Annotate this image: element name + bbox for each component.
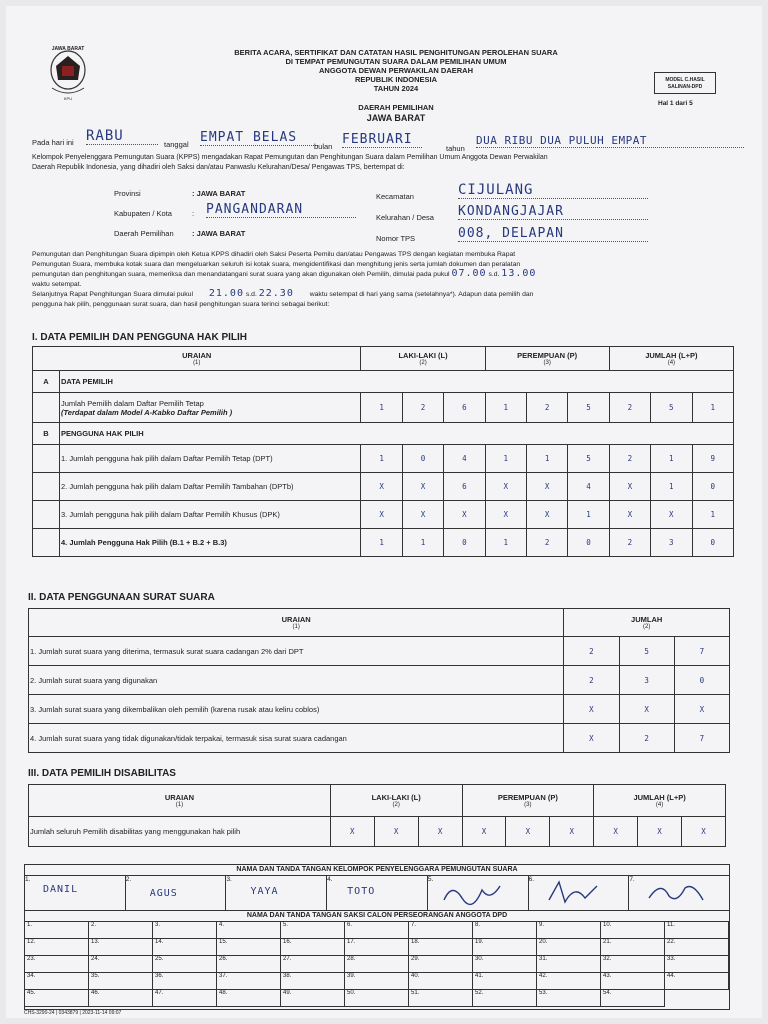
- s1-row2-cell: 1: [651, 473, 692, 501]
- s1-pr: PEREMPUAN (P): [517, 351, 578, 360]
- saksi-cell: 11.: [665, 922, 729, 939]
- tahun-label: tahun: [446, 144, 465, 153]
- s2-row2-label: 2. Jumlah surat suara yang digunakan: [29, 666, 564, 695]
- s1-row3-cell: 1: [692, 501, 734, 529]
- footer-code: CHS-3290-24 | 0343879 | 2023-11-14 09:07: [24, 1010, 122, 1016]
- selesai-field: 13.00: [501, 268, 537, 279]
- s1-col1: (1): [193, 360, 201, 366]
- saksi-cell: 49.: [281, 990, 345, 1007]
- s3-cell: X: [330, 817, 374, 847]
- s3-lk-header: [330, 785, 462, 817]
- s2-row2-cell: 3: [619, 666, 674, 695]
- s2-row3-cell: X: [619, 695, 674, 724]
- bulan-label: bulan: [314, 142, 333, 151]
- tanggal-label: tanggal: [164, 140, 189, 149]
- s1-a-cell: 1: [692, 393, 734, 423]
- saksi-cell: 8.: [473, 922, 537, 939]
- s1-row-spacer: [33, 529, 60, 557]
- s1-uraian-header: [33, 347, 361, 371]
- saksi-cell: 37.: [217, 973, 281, 990]
- section3-title: III. DATA PEMILIH DISABILITAS: [28, 768, 176, 779]
- s1-row1-cell: 1: [526, 445, 567, 473]
- title-line-4: REPUBLIK INDONESIA: [354, 75, 438, 84]
- kpps-signature: DANIL: [43, 884, 79, 895]
- kpu-logo: [48, 44, 88, 106]
- tanggal-field: EMPAT BELAS: [200, 130, 318, 146]
- bulan-field: FEBRUARI: [342, 132, 422, 148]
- mulai-field: 07.00: [451, 268, 487, 279]
- s1-lk: LAKI-LAKI (L): [398, 351, 448, 360]
- kecamatan-value: CIJULANG: [458, 182, 648, 199]
- s1-row3-cell: X: [526, 501, 567, 529]
- s1-row-spacer: [33, 473, 60, 501]
- saksi-cell: 18.: [409, 939, 473, 956]
- saksi-cell: 25.: [153, 956, 217, 973]
- s1-a-cell: 5: [651, 393, 692, 423]
- s3-cell: X: [462, 817, 506, 847]
- kpps-sign-cell: [529, 876, 630, 910]
- section1-table: [32, 346, 734, 557]
- kpps-sign-cell: [226, 876, 327, 910]
- kpps-sign-cell: [629, 876, 729, 910]
- title-line-2: DI TEMPAT PEMUNGUTAN SUARA DALAM PEMILIHAN UMUM: [285, 57, 507, 66]
- s2-row3-label: 3. Jumlah surat suara yang dikembalikan oleh pemilih (karena rusak atau keliru coblos): [29, 695, 564, 724]
- s1-row1-label: 1. Jumlah pengguna hak pilih dalam Daftar Pemilih Tetap (DPT): [60, 445, 361, 473]
- section3-table: [28, 784, 726, 847]
- kpps-num: 6.: [528, 876, 535, 883]
- saksi-cell: 53.: [537, 990, 601, 1007]
- selesai2-field: 22.30: [258, 288, 294, 299]
- s3-cell: X: [550, 817, 594, 847]
- s1-a-cell: 1: [361, 393, 402, 423]
- s1-a-cell: 5: [568, 393, 609, 423]
- title-line-5: TAHUN 2024: [373, 84, 419, 93]
- kpps-signature-scribble: [442, 880, 502, 906]
- s3-uraian-header: [29, 785, 331, 817]
- body-p3: pemungutan dan penghitungan suara, memeriksa dan menandatangani surat suara yang akan digunakan oleh Pemilih, dimulai pada pukul: [32, 271, 450, 278]
- s3-col1: (1): [175, 802, 184, 808]
- s2-row4-cell: 7: [674, 724, 729, 753]
- s1-row1-cell: 9: [692, 445, 734, 473]
- section1-title: I. DATA PEMILIH DAN PENGGUNA HAK PILIH: [32, 332, 247, 343]
- kpps-sign-cell: [327, 876, 428, 910]
- saksi-cell: 1.: [25, 922, 89, 939]
- kpps-title: NAMA DAN TANDA TANGAN KELOMPOK PENYELENGGARA PEMUNGUTAN SUARA: [25, 865, 729, 876]
- s3-pr: PEREMPUAN (P): [497, 793, 558, 802]
- saksi-cell: 41.: [473, 973, 537, 990]
- saksi-cell: 9.: [537, 922, 601, 939]
- s3-uraian: URAIAN: [164, 793, 194, 802]
- daerah-label: DAERAH PEMILIHAN: [358, 103, 434, 112]
- saksi-cell: 54.: [601, 990, 665, 1007]
- section2-title: II. DATA PENGGUNAAN SURAT SUARA: [28, 592, 215, 603]
- hari-field: RABU: [86, 128, 158, 145]
- s2-row1-cell: 5: [619, 637, 674, 666]
- s3-jml: JUMLAH (L+P): [633, 793, 686, 802]
- signature-block: [24, 864, 730, 1010]
- title-line-3: ANGGOTA DEWAN PERWAKILAN DAERAH: [318, 66, 474, 75]
- s3-pr-header: [462, 785, 594, 817]
- body-p4: waktu setempat.: [32, 280, 82, 288]
- saksi-cell: 46.: [89, 990, 153, 1007]
- s3-cell: X: [374, 817, 418, 847]
- s1-row3-cell: X: [651, 501, 692, 529]
- s2-row1-cell: 2: [564, 637, 619, 666]
- sd-label: s.d.: [488, 271, 500, 278]
- saksi-cell: 45.: [25, 990, 89, 1007]
- document-page: [6, 6, 762, 1018]
- kpps-num: 7.: [629, 876, 635, 883]
- saksi-cell: 14.: [153, 939, 217, 956]
- saksi-cell: 52.: [473, 990, 537, 1007]
- kabupaten-label: Kabupaten / Kota: [114, 209, 172, 218]
- s1-row4-cell: 1: [485, 529, 526, 557]
- saksi-cell: 29.: [409, 956, 473, 973]
- s1-row-spacer: [33, 501, 60, 529]
- s1-row1-cell: 4: [444, 445, 485, 473]
- s2-row3-cell: X: [564, 695, 619, 724]
- s1-row4-cell: 0: [568, 529, 609, 557]
- s1-a-row-sub: (Terdapat dalam Model A-Kabko Daftar Pemilih ): [61, 407, 233, 417]
- s2-row4-cell: X: [564, 724, 619, 753]
- s1-jml-no: (4): [667, 360, 676, 366]
- saksi-cell: 30.: [473, 956, 537, 973]
- s3-row-label: Jumlah seluruh Pemilih disabilitas yang menggunakan hak pilih: [29, 817, 331, 847]
- s1-row3-cell: 1: [568, 501, 609, 529]
- kelurahan-value: KONDANGJAJAR: [458, 204, 648, 220]
- s2-row3-cell: X: [674, 695, 729, 724]
- saksi-cell: 34.: [25, 973, 89, 990]
- saksi-cell: 51.: [409, 990, 473, 1007]
- s1-row-spacer: [33, 445, 60, 473]
- s1-row3-cell: X: [485, 501, 526, 529]
- s1-row2-cell: 4: [568, 473, 609, 501]
- body-p3-line: [32, 269, 762, 280]
- s1-row2-cell: 0: [692, 473, 734, 501]
- saksi-cell: 2.: [89, 922, 153, 939]
- kpps-signature-scribble: [647, 880, 707, 906]
- model-box: [654, 72, 716, 94]
- s1-a-row: Jumlah Pemilih dalam Daftar Pemilih Tetap: [61, 398, 204, 408]
- body-paragraph: [32, 250, 762, 309]
- kabupaten-value: PANGANDARAN: [206, 202, 356, 218]
- s1-row4-cell: 0: [692, 529, 734, 557]
- s3-cell: X: [638, 817, 682, 847]
- s1-pr-no: (3): [543, 360, 551, 366]
- saksi-cell: 20.: [537, 939, 601, 956]
- logo-sub: KPU: [63, 96, 73, 101]
- saksi-cell: 31.: [537, 956, 601, 973]
- s1-row3-label: 3. Jumlah pengguna hak pilih dalam Daftar Pemilih Khusus (DPK): [60, 501, 361, 529]
- s1-row2-cell: X: [402, 473, 443, 501]
- kelurahan-label: Kelurahan / Desa: [376, 213, 434, 222]
- provinsi-value: : JAWA BARAT: [192, 189, 246, 198]
- s1-jml: JUMLAH (L+P): [645, 351, 698, 360]
- body-p5: Selanjutnya Rapat Penghitungan Suara dimulai pukul: [32, 291, 193, 298]
- kpps-num: 3.: [226, 876, 232, 883]
- s1-a-title: DATA PEMILIH: [60, 371, 734, 393]
- s2-row1-label: 1. Jumlah surat suara yang diterima, termasuk surat suara cadangan 2% dari DPT: [29, 637, 564, 666]
- s3-lk-no: (2): [392, 802, 400, 808]
- title-line-1: BERITA ACARA, SERTIFIKAT DAN CATATAN HASIL PENGHITUNGAN PEROLEHAN SUARA: [234, 48, 558, 57]
- s1-row1-cell: 1: [651, 445, 692, 473]
- s3-cell: X: [594, 817, 638, 847]
- kpps-num: 5.: [427, 876, 434, 883]
- s3-jml-no: (4): [655, 802, 664, 808]
- s1-row4-cell: 1: [402, 529, 443, 557]
- s3-jml-header: [594, 785, 726, 817]
- s1-row2-cell: 6: [444, 473, 485, 501]
- body-p7: pengguna hak pilih, penggunaan surat suara, dan hasil penghitungan suara terinci sebagai berikut:: [32, 300, 330, 308]
- s1-row1-cell: 0: [402, 445, 443, 473]
- s2-uraian-header: [29, 609, 564, 637]
- kpps-num: 1.: [25, 876, 31, 883]
- model-box-text: MODEL C.HASIL SALINAN-DPD: [665, 77, 705, 90]
- daerah-value: JAWA BARAT: [366, 113, 426, 123]
- s1-row2-label: 2. Jumlah pengguna hak pilih dalam Daftar Pemilih Tambahan (DPTb): [60, 473, 361, 501]
- kecamatan-label: Kecamatan: [376, 192, 414, 201]
- tps-label: Nomor TPS: [376, 234, 416, 243]
- s1-a-cell: 2: [609, 393, 650, 423]
- saksi-cell: 7.: [409, 922, 473, 939]
- saksi-cell: 22.: [665, 939, 729, 956]
- tahun-field: DUA RIBU DUA PULUH EMPAT: [476, 134, 744, 148]
- body-p1: Pemungutan dan Penghitungan Suara dipimpin oleh Ketua KPPS dihadiri oleh Saksi Peserta Pemilu dan/atau Pengawas TPS dengan kegiatan membuka Rapat: [32, 251, 516, 258]
- saksi-cell: 39.: [345, 973, 409, 990]
- kpps-row: [25, 876, 729, 911]
- s2-row4-label: 4. Jumlah surat suara yang tidak digunakan/tidak terpakai, termasuk sisa surat suara cadangan: [29, 724, 564, 753]
- s1-row4-cell: 0: [444, 529, 485, 557]
- saksi-cell: 47.: [153, 990, 217, 1007]
- s1-a-cell: 1: [485, 393, 526, 423]
- s1-row4-cell: 3: [651, 529, 692, 557]
- saksi-cell: 48.: [217, 990, 281, 1007]
- s1-lk-no: (2): [419, 360, 427, 366]
- saksi-cell: 35.: [89, 973, 153, 990]
- s1-row3-cell: X: [402, 501, 443, 529]
- logo-text: JAWA BARAT: [51, 46, 85, 52]
- s2-row2-cell: 2: [564, 666, 619, 695]
- s2-row1-cell: 7: [674, 637, 729, 666]
- s1-row4-cell: 2: [526, 529, 567, 557]
- kpps-sign-cell: [428, 876, 529, 910]
- saksi-cell: 24.: [89, 956, 153, 973]
- saksi-cell: 40.: [409, 973, 473, 990]
- s2-jumlah-header: [564, 609, 730, 637]
- s1-b-title: PENGGUNA HAK PILIH: [60, 423, 734, 445]
- s2-col2: (2): [642, 624, 651, 630]
- s1-a-letter: A: [33, 371, 60, 393]
- kpps-signature: YAYA: [250, 886, 279, 897]
- s1-b-letter: B: [33, 423, 60, 445]
- kpps-signature: AGUS: [149, 888, 178, 899]
- saksi-grid: [25, 922, 729, 1007]
- s1-jml-header: [609, 347, 733, 371]
- s1-a-row-label: [60, 393, 361, 423]
- saksi-cell: 21.: [601, 939, 665, 956]
- s3-pr-no: (3): [524, 802, 532, 808]
- s1-row1-cell: 5: [568, 445, 609, 473]
- saksi-cell: 42.: [537, 973, 601, 990]
- pada-hari-label: Pada hari ini: [32, 138, 74, 147]
- saksi-cell: 38.: [281, 973, 345, 990]
- kpps-num: 2.: [125, 876, 132, 883]
- saksi-cell: 44.: [665, 973, 729, 990]
- s1-a-spacer: [33, 393, 60, 423]
- s1-row2-cell: X: [361, 473, 402, 501]
- s2-col1: (1): [292, 624, 300, 630]
- saksi-cell: 19.: [473, 939, 537, 956]
- kabupaten-colon: :: [192, 209, 195, 218]
- saksi-cell: 5.: [281, 922, 345, 939]
- body-p6: waktu setempat di hari yang sama (setelahnya*). Adapun data pemilih dan: [309, 291, 534, 298]
- s2-uraian: URAIAN: [281, 615, 311, 624]
- dapil-label: Daerah Pemilihan: [114, 229, 174, 238]
- s3-lk: LAKI-LAKI (L): [371, 793, 421, 802]
- s1-row3-cell: X: [361, 501, 402, 529]
- s1-row1-cell: 1: [361, 445, 402, 473]
- saksi-cell: 43.: [601, 973, 665, 990]
- s1-lk-header: [361, 347, 485, 371]
- s1-row3-cell: X: [444, 501, 485, 529]
- s3-cell: X: [418, 817, 462, 847]
- s1-uraian: URAIAN: [182, 351, 212, 360]
- s1-a-cell: 2: [526, 393, 567, 423]
- saksi-cell: 16.: [281, 939, 345, 956]
- saksi-cell: 33.: [665, 956, 729, 973]
- s2-jumlah: JUMLAH: [631, 615, 663, 624]
- intro-text-1: Kelompok Penyelenggara Pemungutan Suara (KPPS) mengadakan Rapat Pemungutan dan Penghitungan Suara dalam Pemilihan Umum Anggota Dewan Perwakilan: [32, 154, 548, 161]
- tps-value: 008, DELAPAN: [458, 226, 648, 242]
- saksi-cell: 3.: [153, 922, 217, 939]
- saksi-cell: 17.: [345, 939, 409, 956]
- kpps-signature: TOTO: [347, 886, 376, 897]
- s1-row3-cell: X: [609, 501, 650, 529]
- sd2-label: s.d.: [245, 291, 257, 298]
- dapil-value: : JAWA BARAT: [192, 229, 246, 238]
- section2-table: [28, 608, 730, 753]
- saksi-cell: 4.: [217, 922, 281, 939]
- saksi-title: NAMA DAN TANDA TANGAN SAKSI CALON PERSEORANGAN ANGGOTA DPD: [25, 911, 729, 922]
- s1-a-cell: 6: [444, 393, 485, 423]
- s2-row2-cell: 0: [674, 666, 729, 695]
- s3-cell: X: [681, 817, 725, 847]
- s2-row4-cell: 2: [619, 724, 674, 753]
- page-number: Hal 1 dari 5: [658, 100, 693, 107]
- saksi-cell: 13.: [89, 939, 153, 956]
- s1-pr-header: [485, 347, 609, 371]
- s1-row4-cell: 2: [609, 529, 650, 557]
- s1-row1-cell: 1: [485, 445, 526, 473]
- intro-text-2: Daerah Republik Indonesia, yang dihadiri oleh Saksi dan/atau Panwaslu Kelurahan/Desa/ Pengawas TPS, bertempat di:: [32, 164, 405, 171]
- saksi-cell: 50.: [345, 990, 409, 1007]
- s1-row4-label: 4. Jumlah Pengguna Hak Pilih (B.1 + B.2 + B.3): [60, 529, 361, 557]
- saksi-cell: 26.: [217, 956, 281, 973]
- provinsi-label: Provinsi: [114, 189, 141, 198]
- s1-row4-cell: 1: [361, 529, 402, 557]
- saksi-cell: 28.: [345, 956, 409, 973]
- s1-row2-cell: X: [526, 473, 567, 501]
- saksi-cell: 36.: [153, 973, 217, 990]
- s1-a-cell: 2: [402, 393, 443, 423]
- kpps-sign-cell: [126, 876, 227, 910]
- saksi-cell: 27.: [281, 956, 345, 973]
- saksi-cell: 10.: [601, 922, 665, 939]
- body-p5-line: [32, 289, 762, 300]
- saksi-cell: 15.: [217, 939, 281, 956]
- saksi-cell: 6.: [345, 922, 409, 939]
- s1-row2-cell: X: [485, 473, 526, 501]
- s3-cell: X: [506, 817, 550, 847]
- kpps-num: 4.: [327, 876, 333, 883]
- s1-row2-cell: X: [609, 473, 650, 501]
- kpps-sign-cell: [25, 876, 126, 910]
- saksi-cell: 12.: [25, 939, 89, 956]
- kpps-signature-scribble: [545, 878, 605, 906]
- body-p2: Pemungutan Suara, membuka kotak suara dan mengeluarkan seluruh isi kotak suara, mengidentifikasi dan menghitung jenis serta jumlah dokumen dan peralatan: [32, 260, 521, 268]
- saksi-cell: 32.: [601, 956, 665, 973]
- mulai2-field: 21.00: [208, 288, 244, 299]
- saksi-cell: 23.: [25, 956, 89, 973]
- s1-row1-cell: 2: [609, 445, 650, 473]
